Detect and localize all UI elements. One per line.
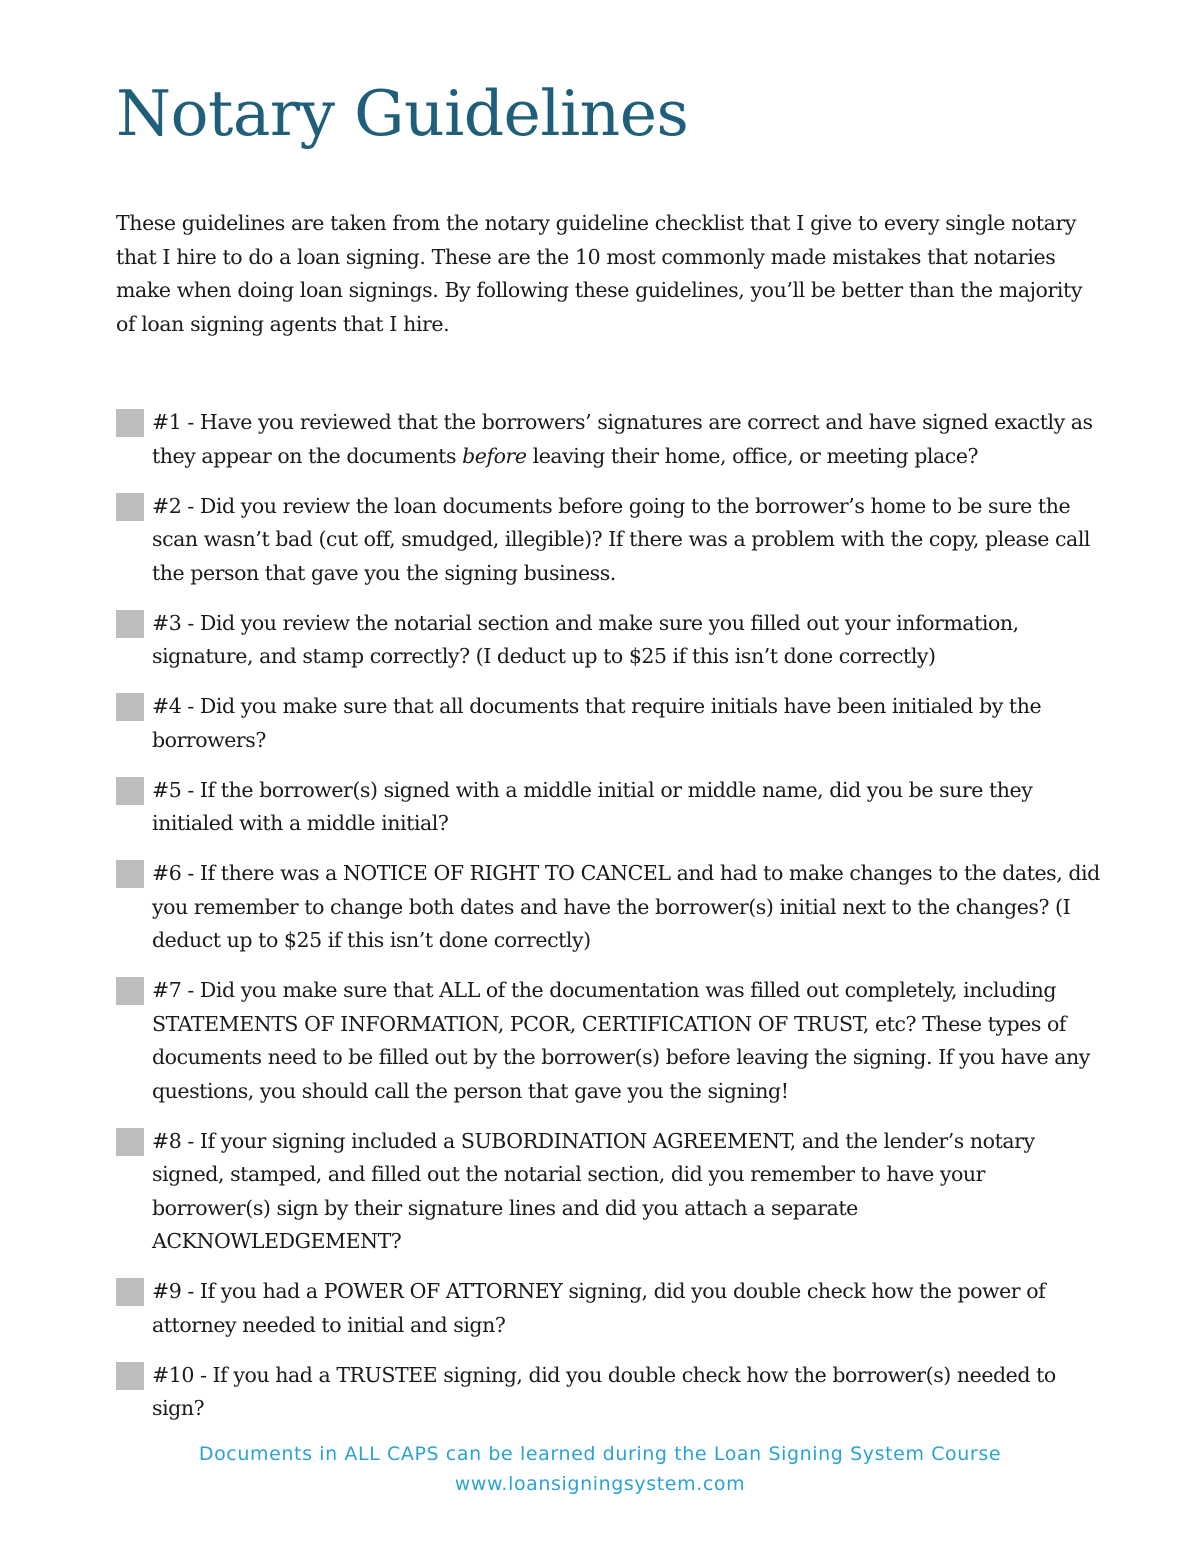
checklist-item-text: #7 - Did you make sure that ALL of the documentation was filled out completely, including STATEMENTS OF INFORMATION, PCOR, CERTIFICATION OF TRUST, etc? These types of documents need to be filled out by the borrower(s) before leaving the signing. If you have any questions, you should call the person that gave you the signing!: [152, 978, 1090, 1103]
checkbox[interactable]: [116, 977, 144, 1005]
checkbox[interactable]: [116, 610, 144, 638]
checkbox[interactable]: [116, 493, 144, 521]
intro-paragraph: These guidelines are taken from the notary guideline checklist that I give to every single notary that I hire to do a loan signing. These are the 10 most commonly made mistakes that notaries make when doing loan signings. By following these guidelines, you’ll be better than the majority of loan signing agents that I hire.: [116, 211, 1083, 336]
checklist-item-text: #2 - Did you review the loan documents before going to the borrower’s home to be sure the scan wasn’t bad (cut off, smudged, illegible)? If there was a problem with the copy, please call the person that gave you the signing business.: [152, 493, 1091, 585]
checklist-item-text: [152, 406, 1106, 473]
checklist-item-text: #3 - Did you review the notarial section and make sure you filled out your information, signature, and stamp correctly? (I deduct up to $25 if this isn’t done correctly): [152, 610, 1019, 668]
footer-url[interactable]: www.loansigningsystem.com: [454, 1473, 746, 1495]
checklist-item-7: [116, 974, 1106, 1108]
checklist-item-10: [116, 1359, 1106, 1426]
checklist-item-text-emphasis: before: [462, 443, 527, 468]
checkbox[interactable]: [116, 693, 144, 721]
checklist-item-3: [116, 607, 1106, 674]
checklist-item-text-start: #1 - Have you reviewed that the borrowers’ signatures are correct and have signed exactly as they appear on the documents: [152, 410, 1093, 468]
checklist-item-text: #8 - If your signing included a SUBORDINATION AGREEMENT, and the lender’s notary signed, stamped, and filled out the notarial section, did you remember to have your borrower(s) sign by their signature lines and did you attach a separate ACKNOWLEDGEMENT?: [152, 1128, 1035, 1253]
checklist-item-8: [116, 1125, 1106, 1259]
checklist-item-text: #5 - If the borrower(s) signed with a middle initial or middle name, did you be sure they initialed with a middle initial?: [152, 777, 1033, 835]
footer-note: Documents in ALL CAPS can be learned during the Loan Signing System Course: [198, 1443, 1002, 1465]
checkbox[interactable]: [116, 1128, 144, 1156]
checklist-item-9: [116, 1275, 1106, 1342]
checklist-item-6: [116, 857, 1106, 958]
checklist-item-text-end: leaving their home, office, or meeting place?: [526, 443, 979, 468]
checklist-item-4: [116, 690, 1106, 757]
checkbox[interactable]: [116, 1362, 144, 1390]
checkbox[interactable]: [116, 409, 144, 437]
checklist-item-text: #10 - If you had a TRUSTEE signing, did you double check how the borrower(s) needed to sign?: [152, 1362, 1056, 1420]
checklist-item-text: #6 - If there was a NOTICE OF RIGHT TO CANCEL and had to make changes to the dates, did you remember to change both dates and have the borrower(s) initial next to the changes? (I deduct up to $25 if this isn’t done correctly): [152, 861, 1100, 952]
guideline-checklist: [116, 406, 1106, 1442]
checkbox[interactable]: [116, 1278, 144, 1306]
checkbox[interactable]: [116, 777, 144, 805]
page-title: Notary Guidelines: [116, 77, 689, 150]
checklist-item-5: [116, 774, 1106, 841]
checkbox[interactable]: [116, 860, 144, 888]
checklist-item-1: [116, 406, 1106, 473]
checklist-item-2: [116, 490, 1106, 591]
checklist-item-text: #9 - If you had a POWER OF ATTORNEY signing, did you double check how the power of attorney needed to initial and sign?: [152, 1279, 1046, 1337]
checklist-item-text: #4 - Did you make sure that all documents that require initials have been initialed by the borrowers?: [152, 694, 1042, 752]
